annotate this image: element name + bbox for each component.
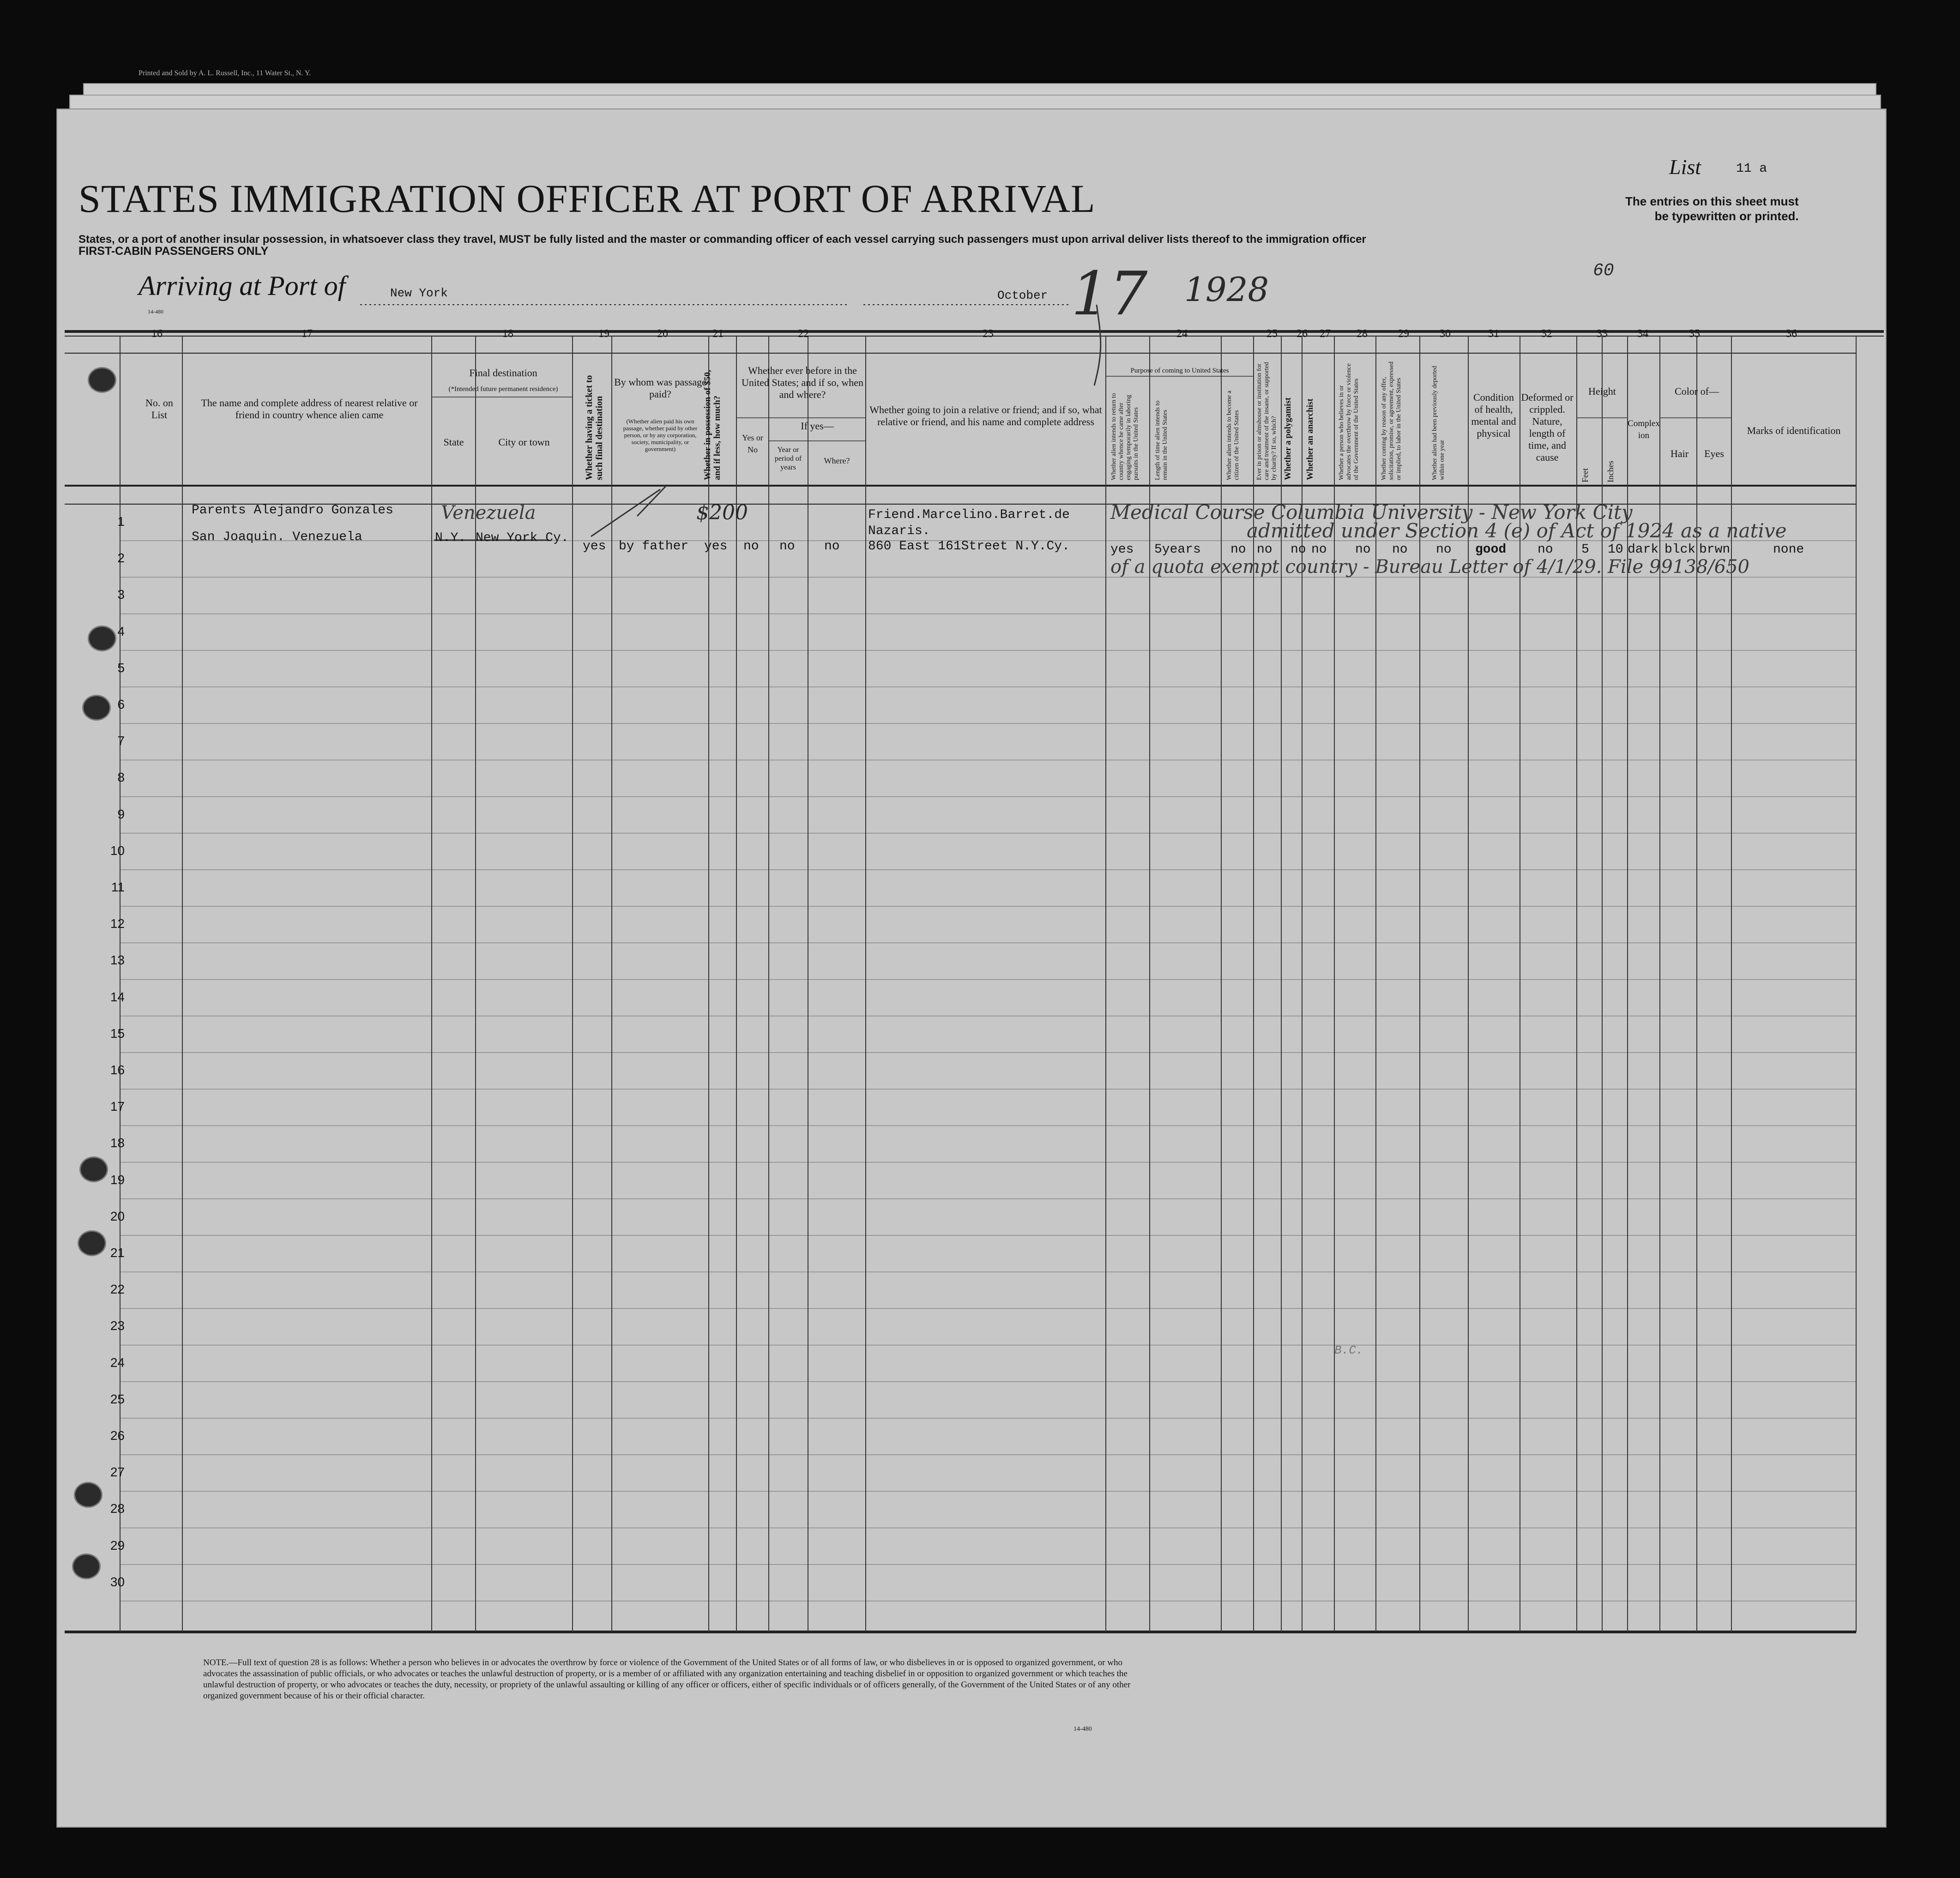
entry-money: yes (704, 539, 728, 554)
row-number: 19 (110, 1172, 125, 1187)
col-27-header: Whether an anarchist (1305, 398, 1315, 480)
row-number: 16 (110, 1063, 125, 1077)
entry-prison: no (1257, 542, 1272, 557)
entry-overthrow: no (1355, 542, 1371, 557)
entry-state-handwritten: Venezuela (441, 502, 536, 524)
row-number: 7 (117, 734, 125, 748)
entry-hair: blck (1664, 542, 1696, 557)
col-29-number: 29 (1398, 328, 1409, 340)
annotation-line2: admitted under Section 4 (e) of Act of 1924 as a native (1247, 519, 1787, 542)
col-34-number: 34 (1637, 328, 1648, 340)
row-number: 25 (110, 1391, 125, 1406)
col-24-number: 24 (1176, 328, 1188, 340)
col-22-yesno-header: Yes or No (742, 433, 763, 454)
row-number: 6 (117, 697, 125, 711)
col-20-header: By whom was passage paid? (614, 376, 706, 400)
col-26-header: Whether a polygamist (1283, 397, 1293, 480)
col-30-number: 30 (1440, 328, 1451, 340)
entry-period: no (779, 539, 795, 554)
row-number: 1 (117, 514, 125, 529)
col-34-header: Complexion (1628, 419, 1660, 440)
col-18-header: Final destination (469, 367, 537, 379)
entry-city: New York Cy. (476, 531, 569, 545)
col-19-number: 19 (598, 328, 609, 340)
col-22-where-header: Where? (824, 456, 850, 465)
col-19-header: Whether having a ticket to such final destination (584, 375, 604, 480)
col-27-number: 27 (1320, 328, 1331, 340)
entry-join-line1: Friend.Marcelino.Barret.de (868, 508, 1070, 522)
col-35-header: Color of— (1675, 385, 1719, 397)
entry-return-intent: yes (1110, 542, 1134, 557)
entry-feet: 5 (1581, 542, 1589, 557)
list-value: 11 a (1736, 162, 1767, 176)
col-31-number: 31 (1488, 328, 1499, 340)
port-value: New York (390, 286, 448, 300)
row-number: 13 (110, 953, 125, 968)
col-20-subheader: (Whether alien paid his own passage, whether paid by other person, or by any corporation, society, municipality, or government) (623, 418, 698, 452)
col-17-number: 17 (302, 328, 313, 340)
entry-join-line3: 860 East 161Street N.Y.Cy. (868, 539, 1070, 554)
col-25-header: Ever in prison or almshouse or institution for care and treatment of the insane, or supported by charity? If so, which? (1256, 362, 1278, 480)
col-25-number: 25 (1266, 328, 1278, 340)
row-number: 9 (117, 807, 125, 821)
month-value: October (997, 289, 1048, 302)
col-21-number: 21 (712, 328, 724, 340)
col-36-header: Marks of identification (1747, 425, 1841, 436)
col-32-number: 32 (1541, 328, 1552, 340)
col-33-number: 33 (1597, 328, 1608, 340)
row-number: 23 (110, 1318, 125, 1333)
col-17-header: The name and complete address of nearest relative or friend in country whence alien came (201, 397, 418, 421)
row-number: 5 (117, 660, 125, 675)
row-number: 30 (110, 1574, 125, 1589)
row-number: 26 (110, 1428, 125, 1443)
entry-length-stay: 5years (1154, 542, 1201, 557)
col-22-ifyes-header: If yes— (801, 420, 834, 432)
printer-line: Printed and Sold by A. L. Russell, Inc., 11 Water St., N. Y. (139, 69, 311, 77)
row-number: 14 (110, 989, 125, 1004)
list-label: List (1669, 155, 1701, 179)
row-number: 28 (110, 1501, 125, 1516)
entry-deformed: no (1538, 542, 1553, 557)
col-24-header: Purpose of coming to United States (1130, 367, 1229, 374)
entry-paid-by: by father (619, 539, 689, 554)
row-number: 4 (117, 624, 125, 638)
col-33-header: Height (1588, 385, 1616, 397)
col-24-v2-header: Length of time alien intends to remain in the United States (1154, 400, 1169, 480)
entry-state: N.Y. (435, 531, 466, 545)
row-number: 17 (110, 1099, 125, 1114)
col-35-hair-header: Hair (1670, 448, 1689, 459)
page-title: STATES IMMIGRATION OFFICER AT PORT OF ARRIVAL (78, 176, 1096, 221)
row-number: 18 (110, 1136, 125, 1150)
col-31-header: Condition of health, mental and physical (1471, 391, 1516, 439)
stray-mark: B.C. (1334, 1343, 1363, 1357)
entry-anarchist: no (1311, 542, 1327, 557)
col-18-number: 18 (502, 328, 513, 340)
row-number: 2 (117, 551, 125, 566)
entry-money-handwritten: $200 (696, 501, 748, 524)
entry-where: no (824, 539, 840, 554)
entry-marks: none (1773, 542, 1804, 557)
page-mark: 60 (1593, 261, 1614, 281)
col-23-header: Whether going to join a relative or friend; and if so, what relative or friend, and his name and complete address (869, 404, 1102, 427)
entry-health: good (1475, 542, 1507, 557)
entry-join-line2: Nazaris. (868, 524, 930, 538)
row-number: 29 (110, 1538, 125, 1553)
annotation-line1: Medical Course Columbia University - New York City (1110, 501, 1633, 524)
col-20-number: 20 (657, 328, 668, 340)
subtitle: States, or a port of another insular possession, in whatsoever class they travel, MUST be fully listed and the master or commanding officer of each vessel carrying such passengers must upon arrival deliver lists thereof to the immigration officer (78, 233, 1366, 246)
entry-inches: 10 (1608, 542, 1623, 557)
arriving-label: Arriving at Port of (139, 271, 346, 301)
col-32-header: Deformed or crippled. Nature, length of time, and cause (1521, 391, 1574, 463)
entry-offer: no (1392, 542, 1408, 557)
col-22-header: Whether ever before in the United States; and if so, when and where? (742, 365, 863, 400)
footer-form-code: 14-480 (1073, 1726, 1092, 1733)
col-23-number: 23 (983, 328, 994, 340)
entry-polygamist: no (1291, 542, 1306, 557)
entry-relative-line1: Parents Alejandro Gonzales (192, 503, 393, 518)
col-22-period-header: Year or period of years (774, 446, 802, 471)
col-29-header: Whether coming by reason of any offer, solicitation, promise, or agreement, expressed or implied, to labor in the United States (1381, 361, 1402, 480)
col-18-city-header: City or town (498, 436, 550, 448)
class-line: FIRST-CABIN PASSENGERS ONLY (78, 245, 269, 258)
col-35-eyes-header: Eyes (1704, 448, 1724, 459)
col-36-number: 36 (1786, 328, 1797, 340)
row-number: 12 (110, 916, 125, 931)
entry-relative-line2: San Joaquin. Venezuela (192, 530, 362, 544)
row-number: 27 (110, 1465, 125, 1480)
entry-before-us: no (743, 539, 759, 554)
row-number: 10 (110, 843, 125, 858)
row-number: 15 (110, 1026, 125, 1041)
col-28-header: Whether a person who believes in or advocates the overthrow by force or violence of the Government of the United States (1338, 363, 1360, 480)
annotation-line3: of a quota exempt country - Bureau Letter of 4/1/29. File 99138/650 (1110, 556, 1749, 578)
entry-citizen: no (1230, 542, 1246, 557)
entry-eyes: brwn (1699, 542, 1731, 557)
entries-note-line1: The entries on this sheet must (1625, 194, 1799, 208)
form-code: 14-480 (148, 308, 163, 315)
row-number: 8 (117, 770, 125, 785)
col-16-number: 16 (151, 328, 163, 340)
year-value: 1928 (1184, 270, 1269, 309)
entries-note-line2: be typewritten or printed. (1654, 209, 1799, 223)
col-24-v1-header: Whether alien intends to return to country whence he came after engaging temporarily in laboring pursuits in the United States (1110, 393, 1140, 480)
col-30-header: Whether alien had been previously deported within one year (1431, 366, 1446, 480)
entry-complexion: dark (1628, 542, 1659, 557)
row-number: 11 (111, 880, 125, 894)
row-number: 22 (110, 1282, 125, 1297)
col-21-header: Whether in possession of $50, and if less, how much? (703, 370, 722, 480)
footer-note: NOTE.—Full text of question 28 is as follows: Whether a person who believes in or advocates the overthrow by force or violence of the Government of the United States or of all forms of law, or who disbelieves in or is opposed to organized government, or who advocates the assassination of public officials, or who advocates or teaches the unlawful destruction of property, or is a member of or affiliated with any organization entertaining and teaching disbelief in or opposition to organized government or which teaches the unlawful destruction of property, or who advocates or teaches the duty, necessity, or propriety of the unlawful assaulting or killing of any officer or officers, either of specific individuals or of officers generally, of the Government of the United States or of any other organized government because of his or their official character. (203, 1658, 1131, 1701)
col-16-header: No. on List (145, 397, 173, 421)
col-35-number: 35 (1689, 328, 1700, 340)
day-value: 17 (1071, 259, 1148, 329)
row-number: 24 (110, 1355, 125, 1370)
row-number: 21 (110, 1246, 125, 1260)
col-24-v3-header: Whether alien intends to become a citizen of the United States (1226, 391, 1240, 480)
entry-ticket: yes (583, 539, 606, 554)
col-28-number: 28 (1357, 328, 1368, 340)
col-18-state-header: State (443, 436, 464, 448)
col-26-number: 26 (1297, 328, 1308, 340)
entry-deported: no (1436, 542, 1452, 557)
col-22-number: 22 (798, 328, 809, 340)
col-18-subheader: (*Intended future permanent residence) (448, 385, 558, 393)
col-33-feet-header: Feet (1580, 468, 1590, 482)
row-number: 20 (110, 1209, 125, 1223)
row-number: 3 (117, 587, 125, 602)
col-33-inches-header: Inches (1606, 461, 1615, 482)
